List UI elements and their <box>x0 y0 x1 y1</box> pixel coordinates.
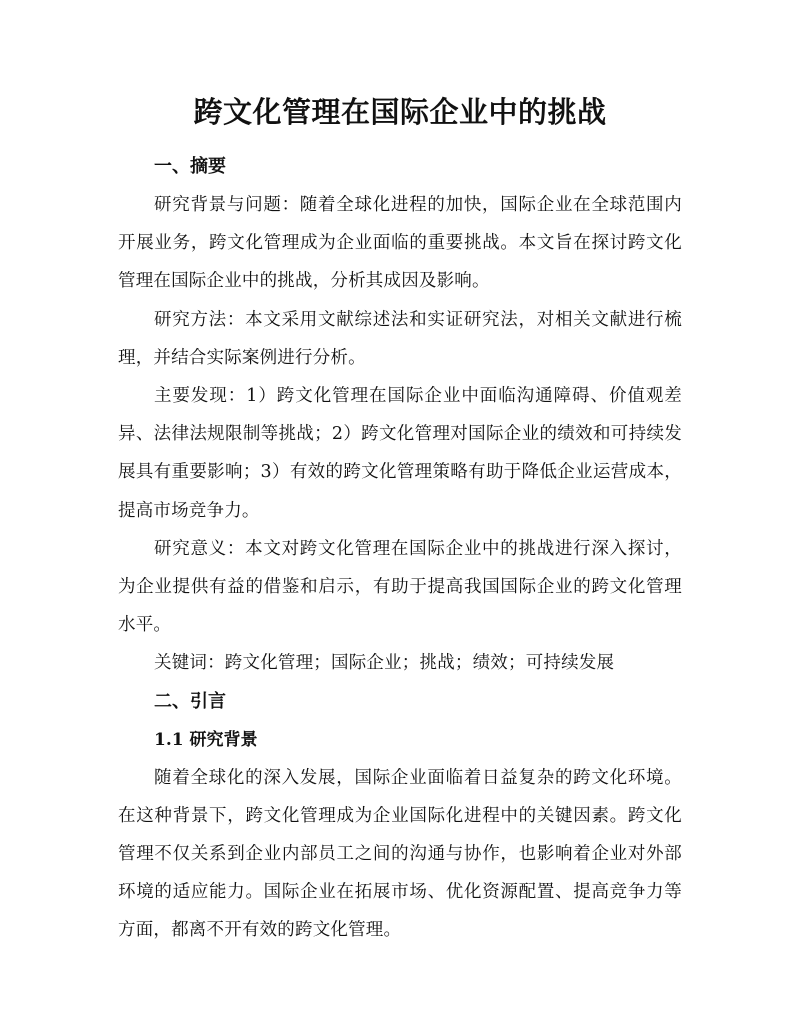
document-title: 跨文化管理在国际企业中的挑战 <box>193 95 607 129</box>
section-heading-abstract: 一、摘要 <box>154 156 226 177</box>
abstract-findings-paragraph: 主要发现：1）跨文化管理在国际企业中面临沟通障碍、价值观差异、法律法规限制等挑战；2）跨文化管理对国际企业的绩效和可持续发展具有重要影响；3）有效的跨文化管理策略有助于降低企业运营成本，提高市场竞争力。 <box>118 386 682 521</box>
abstract-background-paragraph: 研究背景与问题：随着全球化进程的加快，国际企业在全球范围内开展业务，跨文化管理成为企业面临的重要挑战。本文旨在探讨跨文化管理在国际企业中的挑战，分析其成因及影响。 <box>118 195 682 292</box>
research-background-paragraph: 随着全球化的深入发展，国际企业面临着日益复杂的跨文化环境。在这种背景下，跨文化管理成为企业国际化进程中的关键因素。跨文化管理不仅关系到企业内部员工之间的沟通与协作，也影响着企业对外部环境的适应能力。国际企业在拓展市场、优化资源配置、提高竞争力等方面，都离不开有效的跨文化管理。 <box>118 767 682 941</box>
subsection-heading-research-background: 1.1 研究背景 <box>154 729 258 750</box>
abstract-keywords-line: 关键词：跨文化管理；国际企业；挑战；绩效；可持续发展 <box>154 653 615 674</box>
section-heading-introduction: 二、引言 <box>154 690 226 712</box>
abstract-methods-paragraph: 研究方法：本文采用文献综述法和实证研究法，对相关文献进行梳理，并结合实际案例进行分析。 <box>118 309 682 368</box>
abstract-significance-paragraph: 研究意义：本文对跨文化管理在国际企业中的挑战进行深入探讨，为企业提供有益的借鉴和启示，有助于提高我国国际企业的跨文化管理水平。 <box>118 538 682 636</box>
